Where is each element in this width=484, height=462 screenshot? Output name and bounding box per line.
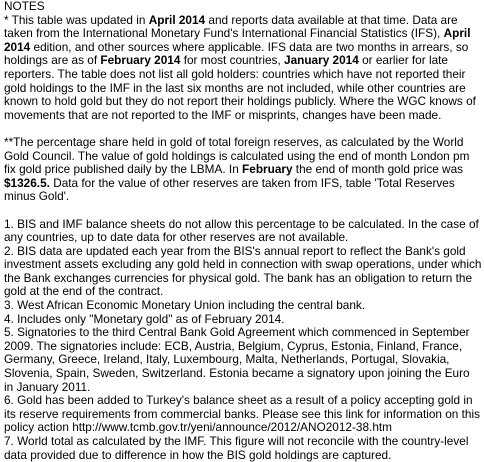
numbered-note-4: 4. Includes only "Monetary gold" as of February 2014. [4,311,285,326]
note-share-month: February [242,162,293,177]
note-share-text-3: Data for the value of other reserves are taken from IFS, table 'Total Reserves minus Gold'. [4,175,455,204]
notes-heading: NOTES [4,0,45,13]
note-share-text-2: the end of month gold price was [292,162,464,177]
note-update-info [4,14,482,123]
numbered-note-3: 3. West African Economic Monetary Union including the central bank. [4,298,366,313]
numbered-note-5: 5. Signatories to the third Central Bank Gold Agreement which commenced in September 2009. The signatories include: ECB, Austria, Belgium, Cyprus, Estonia, Finland, France, Germany, Greece, Ireland, Italy, Luxembourg, Malta, Netherlands, Portugal, Slovakia, Slovenia, Spain, Sweden, Switzerland. Estonia became a signatory upon joining the Euro in January 2011. [4,325,470,394]
note-percentage-share [4,136,482,204]
note-update-text-5: or earlier for late reporters. The table does not list all gold holders: countries which have not reported their gold holdings to the IMF in the last six months are not included, while other countries are known to hold gold but they do not report their holdings publicly. Where the WGC knows of movements that are not reported to the IMF or misprints, changes have been made. [4,53,476,122]
note-update-month-1: April 2014 [148,12,206,27]
numbered-note-7: 7. World total as calculated by the IMF. This figure will not reconcile with the country-level data provided due to difference in how the BIS gold holdings are captured. [4,434,469,462]
paragraph-spacer [4,122,482,136]
paragraph-spacer [4,204,482,218]
note-update-text-3: edition, and other sources where applicable. IFS data are two months in arrears, so holdings are as of [4,39,469,68]
note-update-text-2: and reports data available at that time. Data are taken from the International Monetary Fund's International Financial Statistics (IFS), [4,12,458,41]
note-update-text-4: for most countries, [180,53,285,68]
note-update-text-1: * This table was updated in [4,12,149,27]
note-update-month-3: February 2014 [100,53,181,68]
numbered-note-6: 6. Gold has been added to Turkey's balance sheet as a result of a policy accepting gold in its reserve requirements from commercial banks. Please see this link for information on this policy action http://www.tcmb.gov.tr/yeni/announce/2012/ANO2012-38.htm [4,393,480,435]
note-share-gold-price: $1326.5. [4,175,50,190]
numbered-note-2: 2. BIS data are updated each year from the BIS's annual report to reflect the Bank's gold investment assets excluding any gold held in connection with swap operations, under which the Bank exchanges currencies for physical gold. The bank has an obligation to return the gold at the end of the contract. [4,243,482,299]
note-update-month-4: January 2014 [284,53,359,68]
numbered-note-1: 1. BIS and IMF balance sheets do not allow this percentage to be calculated. In the case of any countries, up to date data for other reserves are not available. [4,216,479,245]
note-share-text-1: **The percentage share held in gold of total foreign reserves, as calculated by the World Gold Council. The value of gold holdings is calculated using the end of month London pm fix gold price published daily by the LBMA. In [4,134,470,177]
note-update-month-2: April 2014 [4,26,471,54]
